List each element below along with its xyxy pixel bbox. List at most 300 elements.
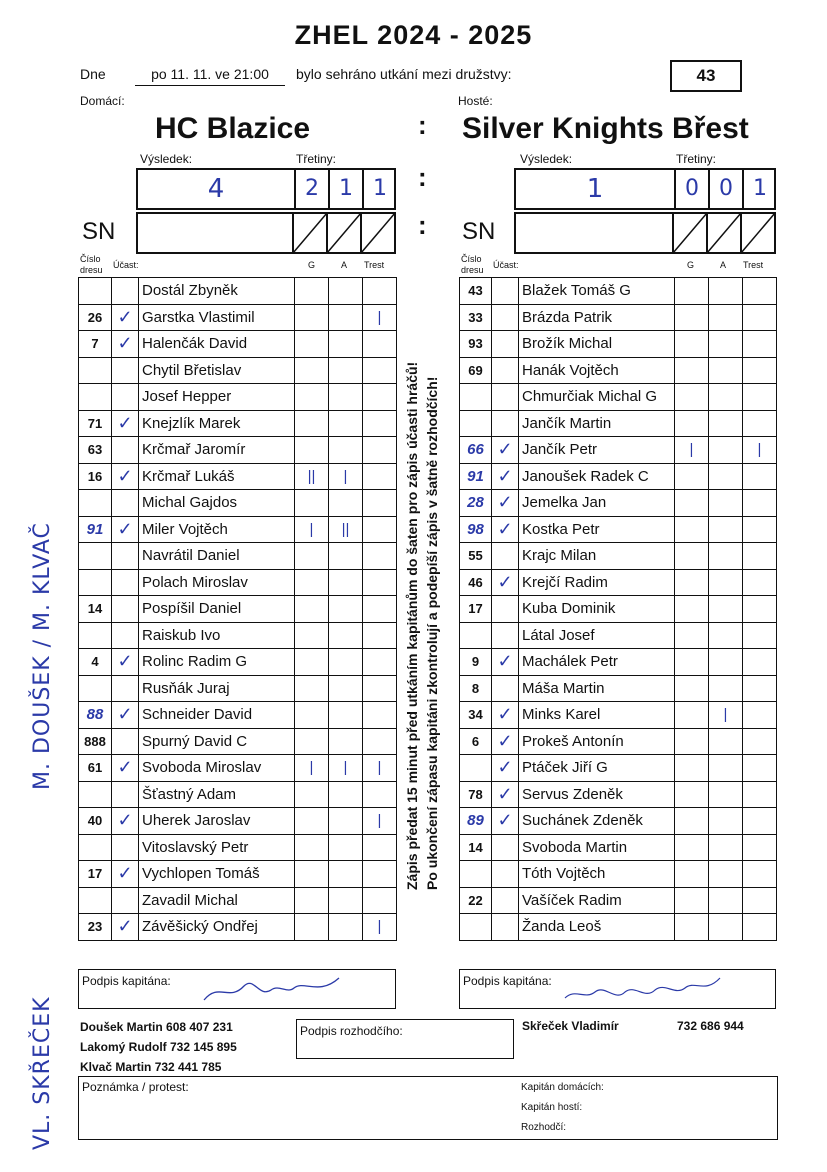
notes-box	[78, 1076, 778, 1140]
jersey-number: 33	[460, 304, 492, 331]
assists-cell	[709, 410, 743, 437]
player-name: Žanda Leoš	[519, 914, 675, 941]
attendance-check: ✓	[112, 410, 139, 437]
attendance-check: ✓	[492, 649, 519, 676]
attendance-check	[112, 834, 139, 861]
player-name: Jančík Martin	[519, 410, 675, 437]
assists-cell	[329, 781, 363, 808]
player-name: Machálek Petr	[519, 649, 675, 676]
goals-cell	[675, 861, 709, 888]
player-name: Krčmař Lukáš	[139, 463, 295, 490]
attendance-check	[112, 357, 139, 384]
attendance-check	[112, 543, 139, 570]
goals-cell	[675, 834, 709, 861]
referee-1: Doušek Martin 608 407 231	[80, 1020, 233, 1034]
assists-cell	[329, 861, 363, 888]
assists-cell	[329, 914, 363, 941]
penalty-cell	[363, 463, 397, 490]
colon-3: :	[418, 210, 427, 240]
penalty-cell	[363, 384, 397, 411]
attendance-check	[112, 596, 139, 623]
jersey-number: 9	[460, 649, 492, 676]
penalty-cell	[743, 490, 777, 517]
player-name: Kuba Dominik	[519, 596, 675, 623]
attendance-check: ✓	[112, 649, 139, 676]
penalty-cell	[743, 728, 777, 755]
home-sn-label: SN	[82, 218, 116, 245]
assists-cell	[709, 463, 743, 490]
goals-cell	[295, 914, 329, 941]
penalty-cell: |	[743, 437, 777, 464]
player-name: Halenčák David	[139, 331, 295, 358]
assists-cell	[329, 728, 363, 755]
home-period-2: 1	[339, 176, 353, 201]
goals-cell	[675, 649, 709, 676]
penalty-cell	[363, 702, 397, 729]
guest-player-row	[460, 278, 777, 305]
goals-cell	[675, 490, 709, 517]
player-name: Minks Karel	[519, 702, 675, 729]
home-player-row	[79, 357, 397, 384]
attendance-check	[112, 569, 139, 596]
guest-player-row	[460, 728, 777, 755]
jersey-number	[460, 410, 492, 437]
home-player-row	[79, 384, 397, 411]
goals-cell	[675, 781, 709, 808]
referee-3: Klvač Martin 732 441 785	[80, 1060, 222, 1074]
goals-cell	[675, 728, 709, 755]
penalty-cell	[363, 543, 397, 570]
home-captain-signature	[199, 972, 379, 1006]
assists-cell: |	[329, 463, 363, 490]
attendance-check	[112, 675, 139, 702]
jersey-number: 98	[460, 516, 492, 543]
goals-cell	[295, 887, 329, 914]
attendance-check: ✓	[492, 516, 519, 543]
goals-cell	[295, 357, 329, 384]
penalty-cell	[363, 728, 397, 755]
penalty-cell	[743, 808, 777, 835]
jersey-number	[460, 861, 492, 888]
jersey-number: 55	[460, 543, 492, 570]
attendance-check	[112, 490, 139, 517]
assists-cell	[709, 887, 743, 914]
referee-signature-box	[296, 1019, 514, 1059]
goals-cell	[295, 728, 329, 755]
goals-cell	[675, 384, 709, 411]
goals-cell	[675, 808, 709, 835]
penalty-cell: |	[363, 808, 397, 835]
guest-team-name: Silver Knights Břest	[462, 112, 749, 145]
assists-cell	[709, 437, 743, 464]
attendance-check: ✓	[492, 463, 519, 490]
goals-cell	[675, 516, 709, 543]
attendance-check	[492, 410, 519, 437]
guest-player-row	[460, 596, 777, 623]
jersey-number	[79, 490, 112, 517]
home-captain-signature-label: Podpis kapitána:	[82, 974, 171, 988]
goals-cell	[295, 543, 329, 570]
guest-score-box	[514, 168, 776, 210]
goals-cell	[675, 622, 709, 649]
player-name: Michal Gajdos	[139, 490, 295, 517]
player-name: Garstka Vlastimil	[139, 304, 295, 331]
penalty-cell: |	[363, 914, 397, 941]
goals-cell	[295, 808, 329, 835]
penalty-cell	[743, 304, 777, 331]
player-name: Rolinc Radim G	[139, 649, 295, 676]
home-player-row	[79, 596, 397, 623]
jersey-number: 16	[79, 463, 112, 490]
goals-cell	[675, 278, 709, 305]
penalty-cell	[743, 569, 777, 596]
player-name: Tóth Vojtěch	[519, 861, 675, 888]
guest-player-row	[460, 490, 777, 517]
guest-roster-table	[459, 277, 777, 941]
home-player-row	[79, 569, 397, 596]
goals-cell	[675, 596, 709, 623]
goals-cell	[675, 304, 709, 331]
player-name: Ptáček Jiří G	[519, 755, 675, 782]
player-name: Polach Miroslav	[139, 569, 295, 596]
player-name: Pospíšil Daniel	[139, 596, 295, 623]
goals-cell	[675, 702, 709, 729]
guest-jersey-header: Číslo dresu	[461, 254, 484, 275]
guest-player-row	[460, 834, 777, 861]
home-attendance-header: Účast:	[113, 260, 139, 270]
guest-player-row	[460, 622, 777, 649]
player-name: Látal Josef	[519, 622, 675, 649]
goals-cell	[295, 596, 329, 623]
penalty-cell	[743, 861, 777, 888]
guest-g-header: G	[687, 260, 695, 270]
assists-cell	[709, 622, 743, 649]
player-name: Prokeš Antonín	[519, 728, 675, 755]
home-player-row	[79, 490, 397, 517]
home-player-row	[79, 622, 397, 649]
guest-player-row	[460, 384, 777, 411]
penalty-cell	[363, 357, 397, 384]
player-name: Dostál Zbyněk	[139, 278, 295, 305]
goals-cell	[675, 675, 709, 702]
assists-cell	[709, 384, 743, 411]
home-sn-box	[136, 212, 396, 254]
jersey-number: 93	[460, 331, 492, 358]
goals-cell	[295, 437, 329, 464]
jersey-number	[460, 384, 492, 411]
colon-2: :	[418, 162, 427, 192]
player-name: Krajc Milan	[519, 543, 675, 570]
player-name: Raiskub Ivo	[139, 622, 295, 649]
attendance-check: ✓	[112, 914, 139, 941]
jersey-number: 17	[79, 861, 112, 888]
attendance-check	[112, 437, 139, 464]
home-player-row	[79, 437, 397, 464]
home-player-row	[79, 861, 397, 888]
jersey-number: 89	[460, 808, 492, 835]
player-name: Schneider David	[139, 702, 295, 729]
assists-cell	[709, 808, 743, 835]
jersey-number: 40	[79, 808, 112, 835]
home-g-header: G	[308, 260, 316, 270]
attendance-check	[112, 384, 139, 411]
jersey-number	[79, 834, 112, 861]
assists-cell	[329, 304, 363, 331]
attendance-check	[492, 596, 519, 623]
player-name: Rusňák Juraj	[139, 675, 295, 702]
jersey-number	[460, 622, 492, 649]
guest-player-row	[460, 463, 777, 490]
attendance-check	[492, 331, 519, 358]
home-player-row	[79, 808, 397, 835]
jersey-number: 63	[79, 437, 112, 464]
attendance-check	[492, 543, 519, 570]
attendance-check	[492, 834, 519, 861]
player-name: Šťastný Adam	[139, 781, 295, 808]
penalty-cell	[743, 649, 777, 676]
goals-cell: |	[295, 516, 329, 543]
jersey-number: 43	[460, 278, 492, 305]
goals-cell	[675, 887, 709, 914]
referee-4-name: Skřeček Vladimír	[522, 1019, 619, 1033]
jersey-number: 34	[460, 702, 492, 729]
player-name: Suchánek Zdeněk	[519, 808, 675, 835]
attendance-check	[492, 357, 519, 384]
player-name: Máša Martin	[519, 675, 675, 702]
home-player-row	[79, 914, 397, 941]
player-name: Miler Vojtěch	[139, 516, 295, 543]
assists-cell	[709, 490, 743, 517]
jersey-number	[79, 887, 112, 914]
instruction-note-1: Zápis předat 15 minut před utkáním kapitánům do šaten pro zápis účasti hráčů!	[404, 361, 420, 890]
jersey-number: 17	[460, 596, 492, 623]
assists-cell	[329, 357, 363, 384]
jersey-number	[460, 755, 492, 782]
home-periods-label: Třetiny:	[296, 152, 337, 166]
date-label: Dne	[80, 66, 106, 82]
penalty-cell	[363, 649, 397, 676]
player-name: Brožík Michal	[519, 331, 675, 358]
assists-cell	[709, 357, 743, 384]
goals-cell	[295, 781, 329, 808]
referee-4-phone: 732 686 944	[677, 1019, 744, 1033]
home-result-label: Výsledek:	[140, 152, 193, 166]
home-player-row	[79, 649, 397, 676]
penalty-cell	[363, 781, 397, 808]
penalty-cell	[743, 622, 777, 649]
jersey-number	[79, 622, 112, 649]
guest-player-row	[460, 914, 777, 941]
attendance-check: ✓	[492, 755, 519, 782]
penalty-cell	[363, 622, 397, 649]
penalty-cell	[363, 861, 397, 888]
guest-player-row	[460, 569, 777, 596]
penalty-cell	[743, 887, 777, 914]
penalty-cell	[743, 543, 777, 570]
home-player-row	[79, 834, 397, 861]
attendance-check	[492, 861, 519, 888]
goals-cell	[295, 384, 329, 411]
assists-cell	[329, 384, 363, 411]
home-player-row	[79, 304, 397, 331]
assists-cell	[709, 543, 743, 570]
goals-cell: |	[295, 755, 329, 782]
goals-cell: |	[675, 437, 709, 464]
penalty-cell	[743, 463, 777, 490]
penalty-cell	[743, 410, 777, 437]
assists-cell	[709, 649, 743, 676]
assists-cell	[709, 834, 743, 861]
home-period-3: 1	[373, 176, 387, 201]
goals-cell	[295, 490, 329, 517]
home-trest-header: Trest	[364, 260, 385, 270]
player-name: Blažek Tomáš G	[519, 278, 675, 305]
guest-player-row	[460, 331, 777, 358]
guest-player-row	[460, 357, 777, 384]
jersey-number	[79, 675, 112, 702]
assists-cell	[329, 675, 363, 702]
player-name: Hanák Vojtěch	[519, 357, 675, 384]
jersey-number	[79, 357, 112, 384]
goals-cell	[675, 543, 709, 570]
assists-cell	[709, 304, 743, 331]
penalty-cell	[363, 569, 397, 596]
player-name: Servus Zdeněk	[519, 781, 675, 808]
attendance-check	[112, 728, 139, 755]
penalty-cell	[743, 596, 777, 623]
goals-cell	[295, 861, 329, 888]
referee-label: Rozhodčí:	[521, 1122, 567, 1133]
assists-cell	[709, 278, 743, 305]
penalty-cell	[743, 357, 777, 384]
assists-cell	[709, 914, 743, 941]
penalty-cell: |	[363, 755, 397, 782]
penalty-cell	[363, 596, 397, 623]
jersey-number: 6	[460, 728, 492, 755]
guest-player-row	[460, 649, 777, 676]
penalty-cell	[743, 702, 777, 729]
goals-cell	[295, 834, 329, 861]
player-name: Chmurčiak Michal G	[519, 384, 675, 411]
player-name: Josef Hepper	[139, 384, 295, 411]
margin-referees: M. DOUŠEK / M. KLVAČ	[30, 522, 55, 790]
played-text: bylo sehráno utkání mezi družstvy:	[296, 66, 512, 82]
home-player-row	[79, 410, 397, 437]
assists-cell	[329, 887, 363, 914]
goals-cell	[295, 622, 329, 649]
referee-signature-label: Podpis rozhodčího:	[300, 1024, 403, 1038]
margin-referee-2: VL. SKŘEČEK	[30, 996, 55, 1150]
jersey-number: 71	[79, 410, 112, 437]
attendance-check	[492, 914, 519, 941]
jersey-number: 28	[460, 490, 492, 517]
assists-cell	[709, 728, 743, 755]
guest-player-row	[460, 808, 777, 835]
jersey-number: 4	[79, 649, 112, 676]
penalty-cell	[743, 914, 777, 941]
guest-captain-signature-box	[459, 969, 776, 1009]
referee-2: Lakomý Rudolf 732 145 895	[80, 1040, 237, 1054]
assists-cell	[329, 278, 363, 305]
guest-player-row	[460, 861, 777, 888]
attendance-check	[492, 887, 519, 914]
guest-player-row	[460, 304, 777, 331]
penalty-cell	[743, 675, 777, 702]
player-name: Vašíček Radim	[519, 887, 675, 914]
colon-1: :	[418, 110, 427, 140]
home-player-row	[79, 781, 397, 808]
guest-player-row	[460, 702, 777, 729]
attendance-check	[492, 384, 519, 411]
home-captain-label: Kapitán domácích:	[521, 1082, 604, 1093]
jersey-number	[79, 781, 112, 808]
home-player-row	[79, 278, 397, 305]
player-name: Zavadil Michal	[139, 887, 295, 914]
jersey-number: 61	[79, 755, 112, 782]
home-period-1: 2	[305, 176, 319, 201]
home-total-score: 4	[207, 174, 225, 204]
player-name: Vychlopen Tomáš	[139, 861, 295, 888]
guest-label: Hosté:	[458, 94, 493, 108]
player-name: Spurný David C	[139, 728, 295, 755]
jersey-number: 888	[79, 728, 112, 755]
home-label: Domácí:	[80, 94, 125, 108]
penalty-cell	[363, 278, 397, 305]
jersey-number: 91	[460, 463, 492, 490]
home-player-row	[79, 543, 397, 570]
guest-captain-label: Kapitán hostí:	[521, 1102, 583, 1113]
guest-player-row	[460, 543, 777, 570]
goals-cell	[675, 410, 709, 437]
match-number: 43	[670, 60, 742, 92]
home-player-row	[79, 887, 397, 914]
attendance-check: ✓	[112, 755, 139, 782]
player-name: Knejzlík Marek	[139, 410, 295, 437]
home-score-box	[136, 168, 396, 210]
home-player-row	[79, 675, 397, 702]
home-player-row	[79, 463, 397, 490]
player-name: Jemelka Jan	[519, 490, 675, 517]
player-name: Uherek Jaroslav	[139, 808, 295, 835]
jersey-number: 26	[79, 304, 112, 331]
penalty-cell	[743, 781, 777, 808]
goals-cell	[295, 278, 329, 305]
attendance-check	[492, 675, 519, 702]
penalty-cell	[363, 490, 397, 517]
jersey-number: 14	[460, 834, 492, 861]
penalty-cell	[743, 834, 777, 861]
attendance-check: ✓	[112, 808, 139, 835]
attendance-check: ✓	[492, 808, 519, 835]
jersey-number: 78	[460, 781, 492, 808]
guest-sn-box	[514, 212, 776, 254]
guest-player-row	[460, 887, 777, 914]
attendance-check: ✓	[112, 861, 139, 888]
penalty-cell	[743, 278, 777, 305]
attendance-check: ✓	[112, 304, 139, 331]
penalty-cell	[743, 331, 777, 358]
goals-cell	[675, 357, 709, 384]
attendance-check	[492, 622, 519, 649]
assists-cell	[329, 490, 363, 517]
goals-cell	[295, 304, 329, 331]
assists-cell	[709, 781, 743, 808]
assists-cell	[709, 516, 743, 543]
jersey-number: 91	[79, 516, 112, 543]
jersey-number	[79, 543, 112, 570]
assists-cell	[709, 675, 743, 702]
guest-result-label: Výsledek:	[520, 152, 573, 166]
